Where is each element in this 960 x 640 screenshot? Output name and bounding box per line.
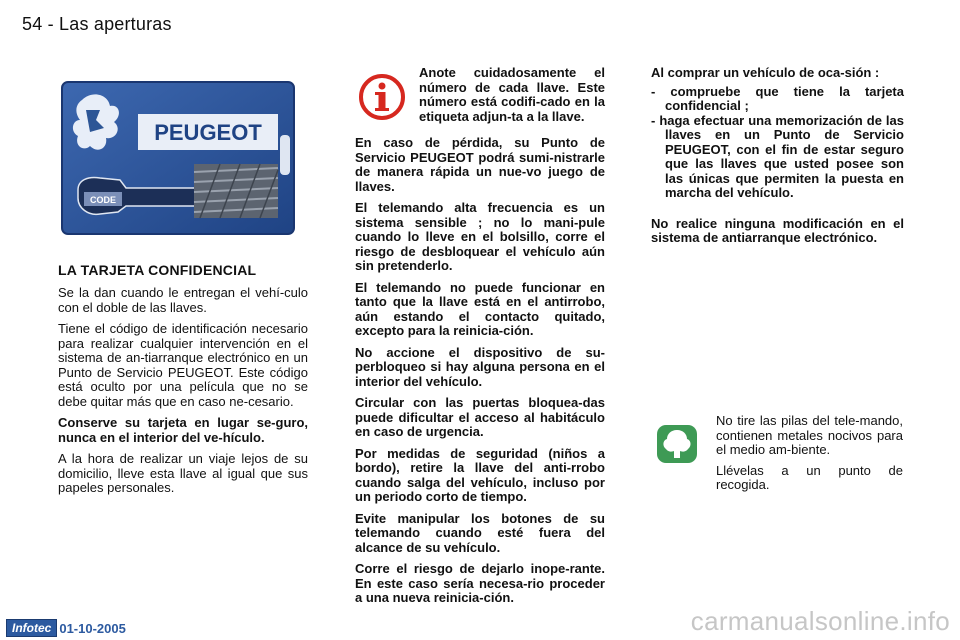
paragraph: El telemando no puede funcionar en tanto que la llave está en el antirrobo, aún estando el contacto quitado, excepto para la reinicia-ción. — [355, 279, 605, 338]
confidential-card-heading: LA TARJETA CONFIDENCIAL — [58, 262, 257, 278]
card-brand-label: PEUGEOT — [154, 120, 262, 145]
list-item: - haga efectuar una memorización de las llaves en un Punto de Servicio PEUGEOT, con el fin de estar seguro que las llaves que usted posee son las únicas que permiten la puesta en marcha del vehículo. — [651, 112, 904, 200]
paragraph: Corre el riesgo de dejarlo inope-rante. En este caso sería necesa-rio proceder a una nueva reinicia-ción. — [355, 561, 605, 605]
watermark: carmanualsonline.info — [690, 606, 950, 636]
paragraph: Se la dan cuando le entregan el vehí-culo con el doble de las llaves. — [58, 285, 308, 315]
paragraph: El telemando alta frecuencia es un sistema sensible ; no lo mani-pule cuando lo lleve en el bolsillo, corre el riesgo de desbloquear el vehículo aún sin pretenderlo. — [355, 200, 605, 273]
column-3 — [651, 66, 904, 253]
footer-logo — [6, 619, 126, 637]
used-vehicle-list — [651, 85, 904, 201]
card-code-label: CODE — [89, 195, 117, 205]
confidential-card-illustration — [60, 80, 296, 236]
column-1 — [58, 286, 308, 503]
paragraph: No tire las pilas del tele-mando, contienen metales nocivos para el medio am-biente. — [716, 413, 903, 457]
paragraph: Por medidas de seguridad (niños a bordo), retire la llave del anti-rrobo cuando salga del vehículo, incluso por un periodo corto de tiempo. — [355, 445, 605, 504]
paragraph: En caso de pérdida, su Punto de Servicio PEUGEOT podrá sumi-nistrarle de manera rápida un nue-vo juego de llaves. — [355, 135, 605, 194]
paragraph: Tiene el código de identificación necesario para realizar cualquier intervención en el sistema de an-tiarranque electrónico en un Punto de Servicio PEUGEOT. Este código está oculto por una película que no se debe quitar más que en caso ne-cesario. — [58, 321, 308, 409]
modification-warning: No realice ninguna modificación en el sistema de antiarranque electrónico. — [651, 215, 904, 245]
key-number-note: Anote cuidadosamente el número de cada llave. Este número está codifi-cado en la etiqueta adjun-ta a la llave. — [419, 65, 605, 124]
info-icon — [357, 72, 407, 122]
paragraph: Circular con las puertas bloquea-das puede dificultar el acceso al habitáculo en caso de urgencia. — [355, 395, 605, 439]
used-vehicle-intro: Al comprar un vehículo de oca-sión : — [651, 65, 880, 80]
footer-date: 01-10-2005 — [59, 620, 126, 636]
eco-note — [716, 414, 903, 499]
page-header — [22, 14, 172, 35]
paragraph-bold: Conserve su tarjeta en lugar se-guro, nunca en el interior del ve-hículo. — [58, 415, 308, 445]
infotec-logo: Infotec — [6, 619, 57, 637]
code-scratch-area — [194, 164, 278, 218]
tree-icon — [656, 424, 698, 464]
paragraph: No accione el dispositivo de su-perbloqueo si hay alguna persona en el interior del vehículo. — [355, 344, 605, 389]
column-2 — [355, 136, 605, 613]
paragraph: A la hora de realizar un viaje lejos de su domicilio, lleve esta llave al igual que sus papeles personales. — [58, 451, 308, 495]
list-item: - compruebe que tiene la tarjeta confidencial ; — [651, 83, 904, 113]
header-separator: - — [47, 14, 54, 34]
page-number: 54 — [22, 14, 43, 34]
section-title: Las aperturas — [59, 14, 172, 34]
paragraph: Evite manipular los botones de su telemando cuando esté fuera del alcance de su vehículo. — [355, 510, 605, 555]
paragraph: Llévelas a un punto de recogida. — [716, 462, 903, 492]
